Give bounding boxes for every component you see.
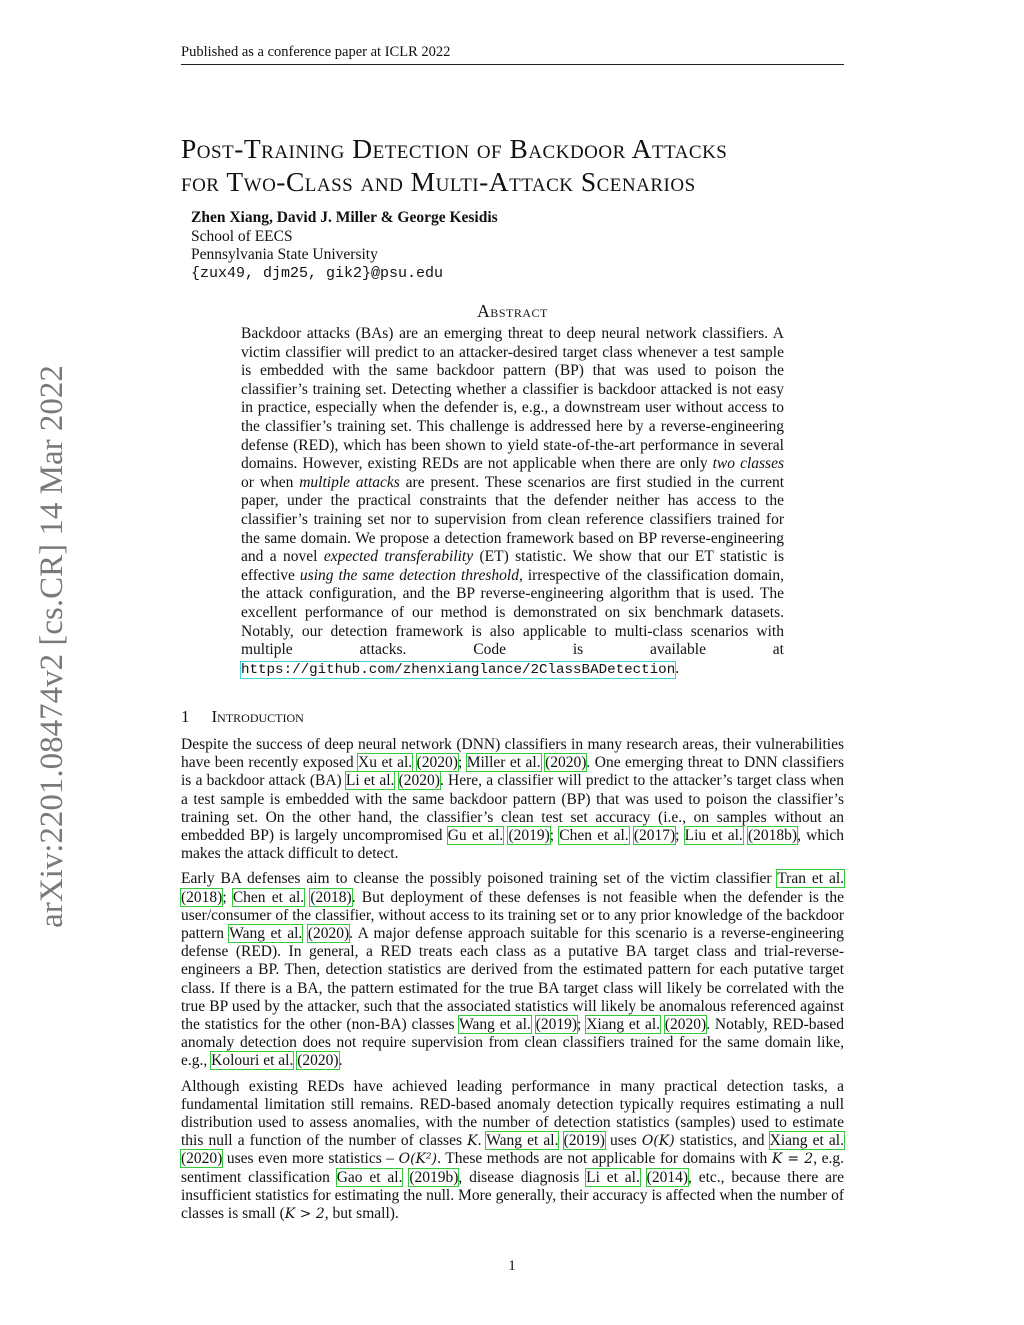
body-text: . [338, 1052, 343, 1070]
citation-year-link[interactable]: (2019) [535, 1016, 578, 1034]
citation-year-link[interactable]: (2019) [508, 827, 550, 845]
citation-link[interactable]: Xu et al. [358, 754, 413, 772]
citation-link[interactable]: Kolouri et al. [211, 1052, 294, 1070]
introduction-body [181, 736, 844, 1230]
abstract-emphasis: expected transferability [323, 548, 474, 566]
citation-link[interactable]: Gu et al. [447, 827, 504, 845]
abstract-text: are present. These scenarios are first studied in the current paper, under the practical constraints that the defender neither has access to the classifier’s training set nor to supervision from clean reference classifiers trained for the same domain. We propose a detection framework based on BP reverse-engineering and a novel [241, 473, 785, 566]
body-text: . [477, 1132, 487, 1150]
citation-link[interactable]: Li et al. [586, 1168, 640, 1186]
citation-link[interactable]: Xiang et al. [586, 1016, 661, 1034]
citation-year-link[interactable]: (2020) [181, 1150, 223, 1168]
body-text: . Here, a classifier will predict to the attacker’s target class when a test sample is embedded with the same backdoor pattern (BP) that was used to poison the classifier’s training set. On the other hand, the classifier’s clean test set accuracy (i.e., on samples without an embedded BP) is largely uncompromised [181, 772, 844, 845]
math-symbol: O(K) [641, 1133, 675, 1150]
abstract-text: . [675, 659, 680, 677]
abstract-text: or when [241, 473, 300, 491]
body-text: , disease diagnosis [458, 1168, 587, 1186]
author-university: Pennsylvania State University [191, 246, 378, 263]
citation-link[interactable]: Wang et al. [459, 1016, 531, 1034]
citation-link[interactable]: Chen et al. [559, 827, 629, 845]
citation-link[interactable]: Xiang et al. [769, 1132, 844, 1150]
title-line-1: Post-Training Detection of Backdoor Attacks [181, 133, 728, 164]
citation-link[interactable]: Wang et al. [229, 925, 303, 943]
arxiv-identifier [28, 348, 76, 944]
paragraph-2 [181, 870, 844, 1070]
body-text: , which makes the attack difficult to detect. [181, 827, 845, 863]
citation-year-link[interactable]: (2018) [181, 888, 223, 906]
citation-year-link[interactable]: (2020) [297, 1052, 339, 1070]
abstract-text: (ET) statistic. We show that our ET statistic is effective [241, 548, 784, 584]
code-url-link[interactable]: https://github.com/zhenxianglance/2ClassBADetection [241, 661, 676, 678]
body-text: Early BA defenses aim to cleanse the possibly poisoned training set of the victim classifier [181, 870, 778, 888]
citation-link[interactable]: Gao et al. [336, 1168, 403, 1186]
abstract-emphasis: multiple attacks [299, 473, 400, 491]
body-text: uses [604, 1132, 642, 1150]
paragraph-1 [181, 736, 844, 863]
citation-year-link[interactable]: (2019) [563, 1132, 605, 1150]
body-text: . These methods are not applicable for domains with [437, 1150, 772, 1168]
abstract-emphasis: using the same detection threshold [299, 566, 519, 584]
body-text: ; [577, 1016, 587, 1034]
citation-link[interactable]: Wang et al. [486, 1132, 559, 1150]
body-text: . One emerging threat to DNN classifiers is a backdoor attack (BA) [181, 754, 845, 790]
abstract-paragraph [241, 325, 784, 679]
citation-year-link[interactable]: (2018) [310, 888, 352, 906]
citation-link[interactable]: Miller et al. [466, 754, 541, 772]
body-text: . But deployment of these defenses is not feasible when the defender is the user/consumer of the classifier, without access to its training set or to any prior knowledge of the backdoor pattern [181, 888, 844, 943]
author-department: School of EECS [191, 227, 293, 245]
paragraph-3 [181, 1078, 844, 1224]
section-number: 1 [181, 707, 190, 726]
citation-year-link[interactable]: (2017) [633, 827, 676, 845]
citation-year-link[interactable]: (2020) [307, 925, 350, 943]
abstract-heading: Abstract [477, 301, 548, 321]
abstract-text: , irrespective of the classification domain, the attack configuration, and the BP reverse-engineering algorithm that is used. The excellent performance of our method is demonstrated on six benchmark datasets. Notably, our detection framework is also applicable to multi-class scenarios with multiple attacks. Code is available at [241, 566, 784, 659]
paper-title [181, 132, 853, 198]
citation-year-link[interactable]: (2020) [664, 1016, 707, 1034]
citation-year-link[interactable]: (2020) [545, 754, 587, 772]
section-heading-introduction [181, 707, 304, 727]
abstract-body [241, 325, 784, 679]
citation-link[interactable]: Tran et al. [777, 870, 845, 888]
body-text: , but small). [324, 1205, 399, 1223]
citation-year-link[interactable]: (2018b) [748, 827, 798, 845]
math-symbol: K > 2 [284, 1206, 325, 1223]
body-text: , etc., because there are insufficient statistics for estimating the null. More generally, their accuracy is affected when the number of classes is small ( [181, 1168, 844, 1223]
body-text: uses even more statistics – [222, 1150, 399, 1168]
math-symbol: K = 2 [771, 1151, 814, 1168]
citation-link[interactable]: Liu et al. [684, 827, 743, 845]
running-head: Published as a conference paper at ICLR 2022 [181, 44, 844, 65]
page-number: 1 [508, 1258, 516, 1274]
citation-year-link[interactable]: (2020) [398, 772, 440, 790]
body-text: statistics, and [674, 1132, 770, 1150]
body-text: ; [549, 827, 560, 845]
author-names: Zhen Xiang, David J. Miller & George Kesidis [191, 209, 498, 226]
author-block [191, 209, 498, 283]
math-symbol: O(K²) [398, 1151, 438, 1168]
body-text: ; [457, 754, 467, 772]
body-text: , e.g. sentiment classification [181, 1150, 844, 1186]
section-title: Introduction [211, 707, 304, 726]
body-text: ; [222, 888, 233, 906]
body-text: ; [675, 827, 685, 845]
body-text: . Notably, RED-based anomaly detection does not require supervision from clean classifiers trained for the same domain like, e.g., [181, 1016, 845, 1070]
author-email: {zux49, djm25, gik2}@psu.edu [191, 264, 444, 282]
citation-year-link[interactable]: (2019b) [409, 1168, 459, 1186]
body-text: Although existing REDs have achieved leading performance in many practical detection tasks, a fundamental limitation still remains. RED-based anomaly detection typically requires estimating a null distribution used to assess anomalies, with the number of detection statistics (samples) used to estimate this null a function of the number of classes [181, 1077, 844, 1150]
body-text: . A major defense approach suitable for this scenario is a reverse-engineering defense (RED). In general, a RED treats each class as a putative BA target class and trial-reverse-engineers a BP. Then, detection statistics are derived from the estimated pattern for each putative target class. If there is a BA, the pattern estimated for the true BA target class will likely be correlated with the true BP used by the attacker, such that the associated statistics will likely be anomalous referenced against the statistics for the other (non-BA) classes [181, 925, 845, 1034]
abstract-emphasis: two classes [712, 455, 784, 473]
citation-year-link[interactable]: (2014) [646, 1168, 688, 1186]
citation-link[interactable]: Li et al. [345, 772, 395, 790]
abstract-text: Backdoor attacks (BAs) are an emerging threat to deep neural network classifiers. A victim classifier will predict to an attacker-desired target class whenever a test sample is embedded with the same backdoor pattern (BP) that was used to poison the classifier’s training set. Detecting whether a classifier is backdoor attacked is not easy in practice, especially when the defender is, e.g., a downstream user without access to the classifier’s training set. This challenge is addressed here by a reverse-engineering defense (RED), which has been shown to yield state-of-the-art performance in several domains. However, existing REDs are not applicable when there are only [241, 325, 784, 473]
citation-year-link[interactable]: (2020) [416, 754, 458, 772]
title-line-2: for Two-Class and Multi-Attack Scenarios [181, 166, 696, 197]
body-text: Despite the success of deep neural network (DNN) classifiers in many research areas, their vulnerabilities have been recently exposed [181, 736, 844, 772]
arxiv-identifier-text: arXiv:2201.08474v2 [cs.CR] 14 Mar 2022 [33, 364, 70, 928]
math-symbol: K [467, 1133, 478, 1150]
citation-link[interactable]: Chen et al. [232, 888, 305, 906]
